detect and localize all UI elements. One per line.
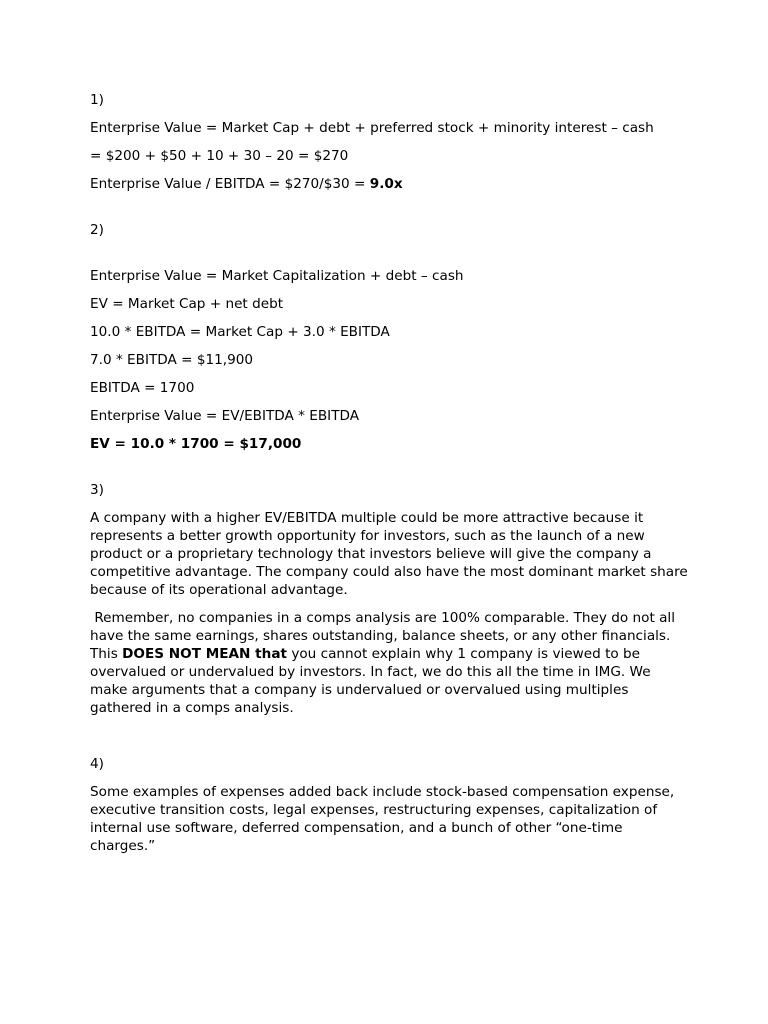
q3-emphasis: DOES NOT MEAN that xyxy=(122,646,287,662)
q3-paragraph-2-start: Remember, no companies in a comps analysis are 100% comparable. They do not all have the same earnings, shares outstanding, balance sheets, or any other financials. This xyxy=(90,610,680,662)
q1-number: 1) xyxy=(90,92,104,108)
q1-answer: 9.0x xyxy=(369,176,403,192)
q2-line: Enterprise Value = Market Capitalization + debt – cash xyxy=(90,268,464,284)
q2-line: EBITDA = 1700 xyxy=(90,380,195,396)
q2-line: 7.0 * EBITDA = $11,900 xyxy=(90,352,254,368)
q1-ev-formula: Enterprise Value = Market Cap + debt + preferred stock + minority interest – cash xyxy=(90,120,654,136)
q3-number: 3) xyxy=(90,482,104,498)
q3-paragraph-2 xyxy=(90,609,690,717)
q1-multiple-text: Enterprise Value / EBITDA = $270/$30 = xyxy=(90,176,370,192)
spacer xyxy=(90,249,690,267)
q2-number: 2) xyxy=(90,222,104,238)
document-page xyxy=(90,91,690,865)
q1-ev-calculation: = $200 + $50 + 10 + 30 – 20 = $270 xyxy=(90,148,349,164)
q3-paragraph-2-end: you cannot explain why 1 company is viewed to be overvalued or undervalued by investors. In fact, we do this all the time in IMG. We make arguments that a company is undervalued or overvalued using multiples gathered in a comps analysis. xyxy=(90,646,651,716)
q2-line: EV = Market Cap + net debt xyxy=(90,296,284,312)
q4-paragraph: Some examples of expenses added back include stock-based compensation expense, executive transition costs, legal expenses, restructuring expenses, capitalization of internal use software, deferred compensation, and a bunch of other “one-time charges.” xyxy=(90,784,675,854)
spacer xyxy=(90,463,690,481)
q3-paragraph-1: A company with a higher EV/EBITDA multiple could be more attractive because it represents a better growth opportunity for investors, such as the launch of a new product or a proprietary technology that investors believe will give the company a competitive advantage. The company could also have the most dominant market share because of its operational advantage. xyxy=(90,510,688,598)
q2-answer: EV = 10.0 * 1700 = $17,000 xyxy=(90,436,302,452)
q2-line: 10.0 * EBITDA = Market Cap + 3.0 * EBITDA xyxy=(90,324,390,340)
spacer xyxy=(90,203,690,221)
q2-line: Enterprise Value = EV/EBITDA * EBITDA xyxy=(90,408,360,424)
spacer xyxy=(90,727,690,745)
q4-number: 4) xyxy=(90,756,104,772)
q1-multiple-line xyxy=(90,175,690,193)
